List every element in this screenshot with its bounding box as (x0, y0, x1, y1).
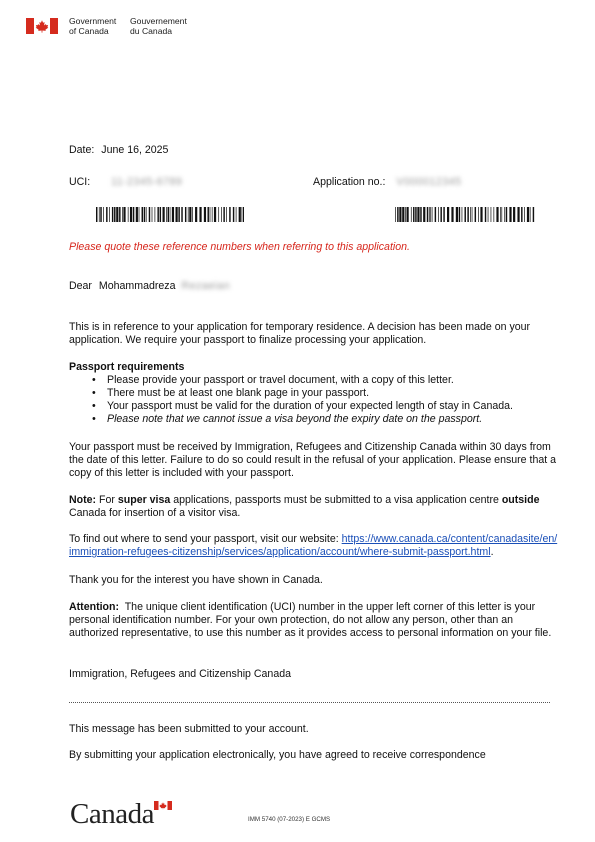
uci-label: UCI: (69, 176, 91, 188)
bullet: • (92, 387, 96, 399)
requirement-text: Your passport must be valid for the duration of your expected length of stay in Canada. (107, 400, 513, 412)
find-out-paragraph (69, 533, 559, 559)
intro-paragraph: This is in reference to your application for temporary residence. A decision has been made on your application. We require your passport to finalize processing your application. (69, 321, 531, 346)
bullet: • (92, 413, 96, 425)
attention-label: Attention: (69, 601, 120, 613)
reference-notice: Please quote these reference numbers when referring to this application. (69, 241, 410, 253)
bullet: • (92, 374, 96, 386)
list-item (80, 387, 560, 400)
passport-requirements-list (80, 374, 560, 426)
uci-value-redacted: 11-2345-6789 (111, 176, 183, 188)
find-out-text: To find out where to send your passport, visit our website: (69, 533, 342, 545)
gov-fr-line2: du Canada (130, 25, 173, 36)
application-number-row (313, 176, 462, 189)
gov-fr-line1: Gouvernement (130, 16, 187, 26)
appno-label: Application no.: (313, 176, 386, 188)
list-item (80, 400, 560, 413)
government-of-canada-fr (130, 17, 187, 36)
dotted-divider (69, 702, 550, 703)
appno-value-redacted: V000012345 (396, 176, 462, 188)
requirement-text: Please provide your passport or travel document, with a copy of this letter. (107, 374, 454, 386)
requirement-text: Please note that we cannot issue a visa beyond the expiry date on the passport. (107, 413, 483, 425)
attention-paragraph (69, 601, 559, 640)
note-bold-outside: outside (501, 494, 540, 506)
submitted-message: This message has been submitted to your account. (69, 723, 309, 735)
electronic-consent-text: By submitting your application electronically, you have agreed to receive correspondence (69, 749, 486, 761)
signature: Immigration, Refugees and Citizenship Canada (69, 668, 292, 680)
note-paragraph (69, 494, 559, 520)
requirement-text: There must be at least one blank page in your passport. (107, 387, 370, 399)
thanks-paragraph: Thank you for the interest you have shown in Canada. (69, 574, 323, 586)
note-part1: For (96, 494, 118, 506)
note-part3: Canada for insertion of a visitor visa. (69, 507, 241, 519)
where-submit-passport-link[interactable]: https://www.canada.ca/content/canadasite/en/immigration-refugees-citizenship/services/application/account/where-submit-passport.html (69, 533, 558, 558)
list-item (80, 374, 560, 387)
receipt-paragraph: Your passport must be received by Immigration, Refugees and Citizenship Canada within 30 days from the date of this letter. Failure to do so could result in the refusal of your application. Please ensure that a copy of this letter is included with your passport. (69, 441, 557, 479)
canada-flag-icon (26, 18, 58, 34)
attention-text: The unique client identification (UCI) number in the upper left corner of this letter is your personal identification number. For your own protection, do not allow any person, other than an authorized representative, to use this number as it provides access to personal information on your file. (69, 601, 552, 639)
last-name-redacted: Rezaeian (181, 280, 231, 292)
salutation (69, 280, 230, 293)
dear-label: Dear (69, 280, 92, 292)
note-bold-super-visa: super visa (117, 494, 171, 506)
note-part2: applications, passports must be submitted to a visa application centre (170, 494, 502, 506)
list-item (80, 413, 560, 426)
government-of-canada-en (69, 17, 116, 36)
date-label: Date: (69, 144, 95, 156)
canada-wordmark: Canada (70, 798, 154, 830)
passport-requirements-heading: Passport requirements (69, 361, 185, 373)
find-out-end: . (490, 546, 494, 558)
bullet: • (92, 400, 96, 412)
application-barcode (395, 207, 536, 222)
letter-date (69, 144, 168, 157)
uci-row (69, 176, 182, 189)
uci-barcode (96, 207, 244, 222)
wordmark-flag-icon (154, 801, 172, 810)
first-name: Mohammadreza (98, 280, 176, 292)
gov-en-line1: Government (69, 16, 117, 26)
gov-en-line2: of Canada (69, 25, 109, 36)
note-label: Note: (69, 494, 97, 506)
date-value: June 16, 2025 (101, 144, 169, 156)
form-code: IMM 5740 (07-2023) E GCMS (248, 816, 331, 823)
